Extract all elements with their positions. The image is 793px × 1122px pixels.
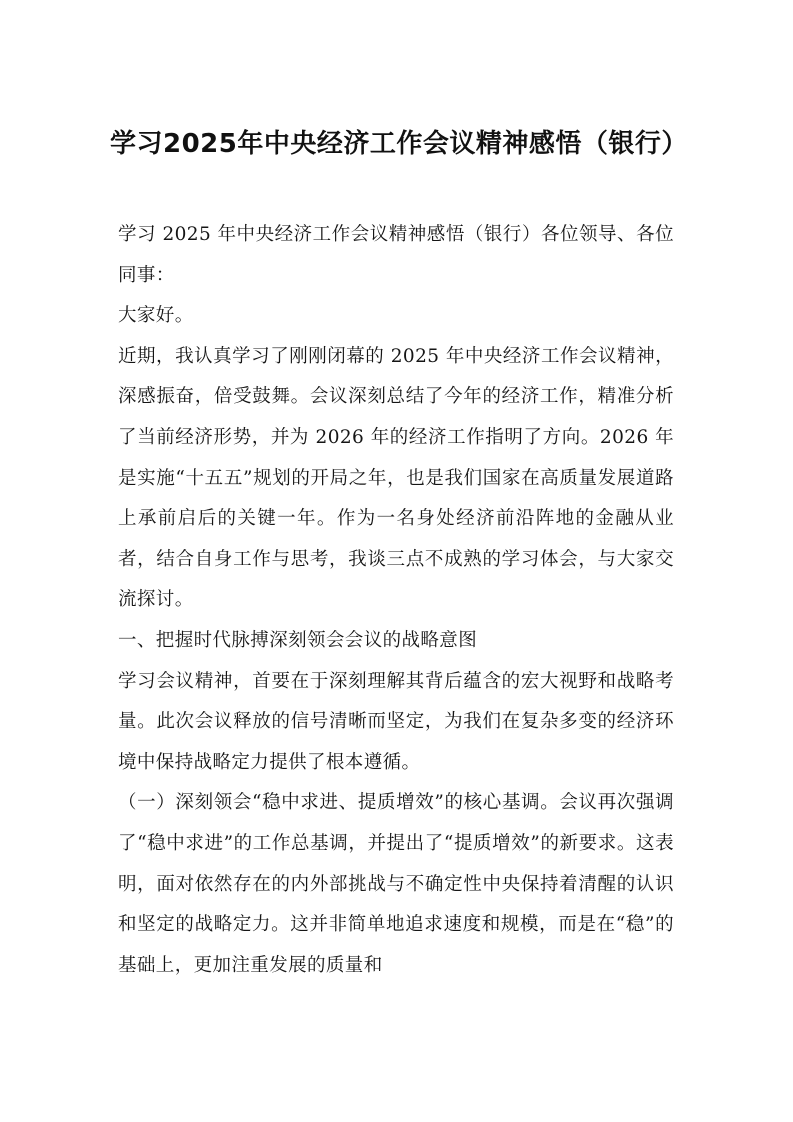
document-title: 学习2025年中央经济工作会议精神感悟（银行） <box>110 129 688 159</box>
section-1-paragraph: 学习会议精神，首要在于深刻理解其背后蕴含的宏大视野和战略考量。此次会议释放的信号清晰而坚定，为我们在复杂多变的经济环境中保持战略定力提供了根本遵循。 <box>118 670 674 773</box>
subsection-1-paragraph: （一）深刻领会“稳中求进、提质增效”的核心基调。会议再次强调了“稳中求进”的工作总基调，并提出了“提质增效”的新要求。这表明，面对依然存在的内外部挑战与不确定性中央保持着清醒的认识和坚定的战略定力。这并非简单地追求速度和规模，而是在“稳”的基础上，更加注重发展的质量和 <box>118 792 674 976</box>
document-body <box>118 215 674 986</box>
greeting-paragraph: 大家好。 <box>118 305 194 327</box>
section-heading-1: 一、把握时代脉搏深刻领会会议的战略意图 <box>118 629 478 651</box>
intro-paragraph: 近期，我认真学习了刚刚闭幕的 2025 年中央经济工作会议精神，深感振奋，倍受鼓舞。会议深刻总结了今年的经济工作，精准分析了当前经济形势，并为 2026 年的经济工作指明了方向。2026 年是实施“十五五”规划的开局之年，也是我们国家在高质量发展道路上承前启后的关键一年。作为一名身处经济前沿阵地的金融从业者，结合自身工作与思考，我谈三点不成熟的学习体会，与大家交流探讨。 <box>118 345 674 611</box>
salutation-paragraph: 学习 2025 年中央经济工作会议精神感悟（银行）各位领导、各位同事： <box>118 224 674 286</box>
